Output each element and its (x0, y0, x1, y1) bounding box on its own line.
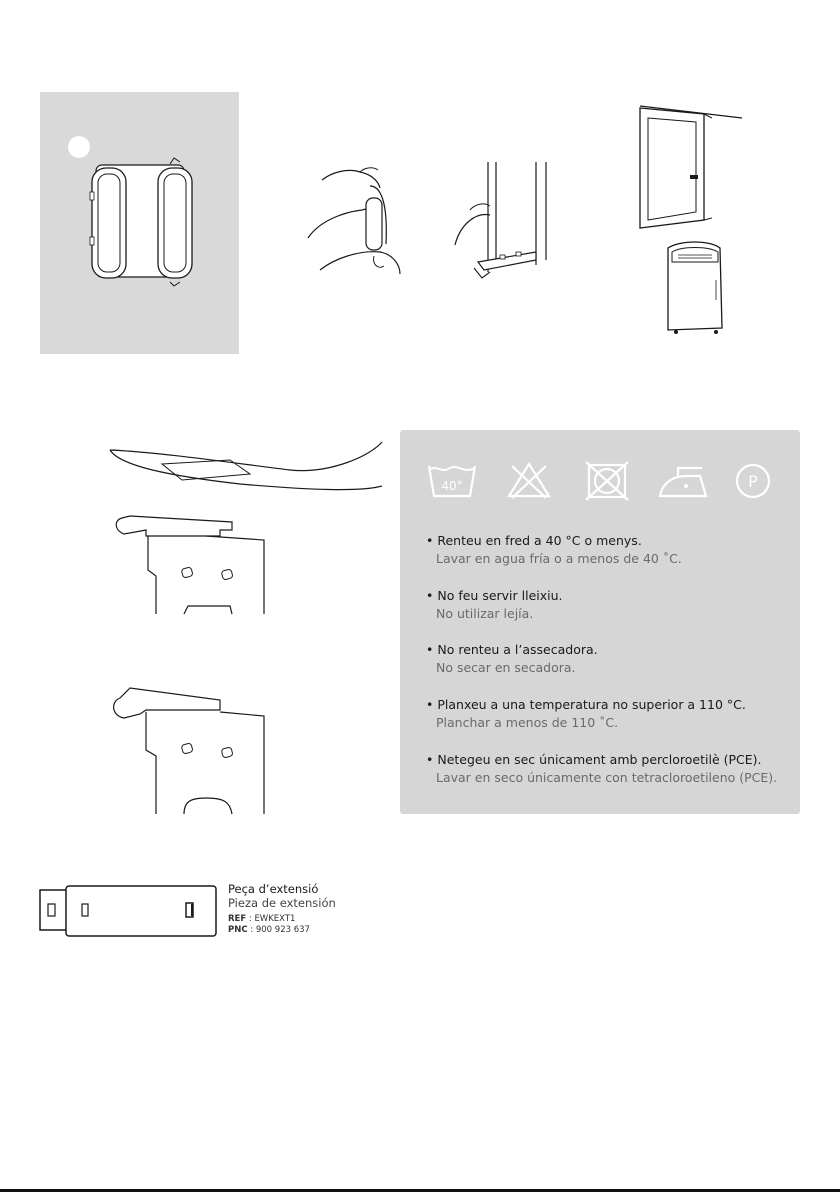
bracket-illustrations (100, 430, 390, 830)
care-item-main: • No renteu a l’assecadora. (426, 641, 598, 659)
care-item-tumble (426, 641, 598, 677)
care-item-sub: Lavar en seco únicamente con tetracloroetileno (PCE). (436, 770, 778, 785)
window-ac-illustration (620, 100, 750, 345)
extension-piece-info (228, 882, 336, 936)
care-item-sub: No secar en secadora. (436, 660, 576, 675)
extension-title: Peça d’extensió (228, 882, 319, 896)
care-item-main: • Renteu en fred a 40 °C o menys. (426, 532, 682, 550)
seal-piece-illustration (40, 92, 239, 354)
care-item-bleach (426, 587, 563, 623)
care-item-main: • Netegeu en sec únicament amb percloroetilè (PCE). (426, 751, 777, 769)
hands-tape-illustration (300, 160, 410, 280)
care-item-main: • No feu servir lleixiu. (426, 587, 563, 605)
extension-pnc: PNC : 900 923 637 (228, 925, 310, 935)
care-item-sub: Lavar en agua fría o a menos de 40 ˚C. (436, 551, 682, 566)
svg-text:P: P (748, 472, 758, 491)
extension-subtitle: Pieza de extensión (228, 896, 336, 910)
iron-low-icon (656, 462, 710, 500)
care-item-iron (426, 696, 746, 732)
care-item-dryclean (426, 751, 777, 787)
no-bleach-icon (506, 460, 552, 500)
seal-piece-panel (40, 92, 239, 354)
no-tumble-dry-icon (584, 460, 630, 502)
wash-40-icon (426, 460, 478, 500)
extension-piece-illustration (38, 884, 220, 938)
dry-clean-p-icon (734, 462, 772, 500)
extension-ref: REF : EWKEXT1 (228, 914, 296, 924)
care-item-sub: No utilizar lejía. (436, 606, 534, 621)
care-item-wash (426, 532, 682, 568)
svg-text:40°: 40° (441, 479, 463, 493)
care-item-sub: Planchar a menos de 110 ˚C. (436, 715, 619, 730)
hand-frame-illustration (450, 160, 560, 285)
care-item-main: • Planxeu a una temperatura no superior a 110 °C. (426, 696, 746, 714)
